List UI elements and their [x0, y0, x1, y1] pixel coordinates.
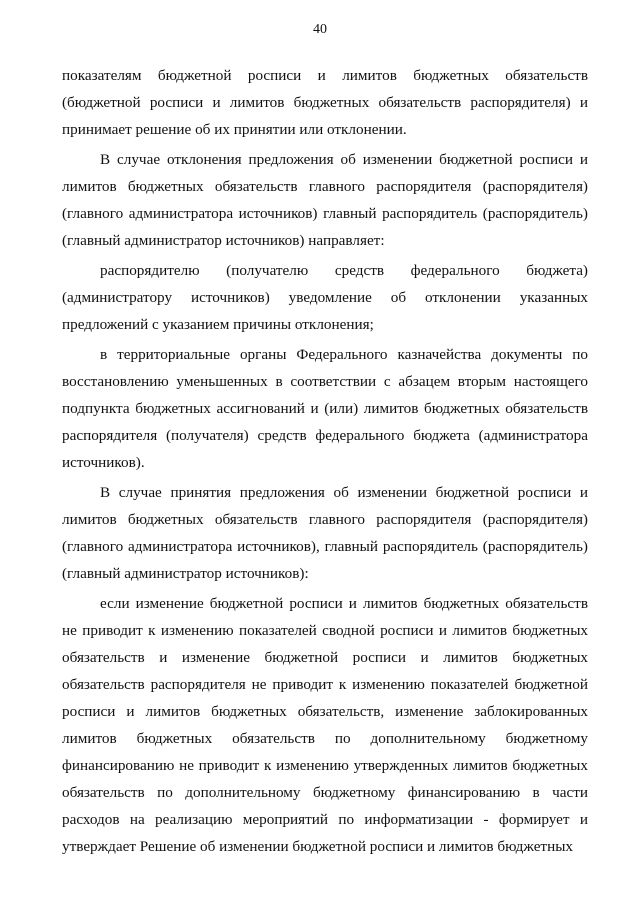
- paragraph-treasury-documents: в территориальные органы Федерального казначейства документы по восстановлению уменьшенных в соответствии с абзацем вторым настоящего подпункта бюджетных ассигнований и (или) лимитов бюджетных обязательств распорядителя (получателя) средств федерального бюджета (администратора источников).: [62, 346, 588, 471]
- paragraph-rejection-case: В случае отклонения предложения об изменении бюджетной росписи и лимитов бюджетных обязательств главного распорядителя (распорядителя) (главного администратора источников) главный распорядитель (распорядитель) (главный администратор источников) направляет:: [62, 151, 588, 249]
- paragraph-continuation: показателям бюджетной росписи и лимитов бюджетных обязательств (бюджетной росписи и лимитов бюджетных обязательств распорядителя) и принимает решение об их принятии или отклонении.: [62, 67, 588, 138]
- paragraph-notice-to-recipient: распорядителю (получателю средств федерального бюджета) (администратору источников) уведомление об отклонении указанных предложений с указанием причины отклонения;: [62, 262, 588, 333]
- page-number: 40: [313, 22, 327, 37]
- paragraph-acceptance-case: В случае принятия предложения об изменении бюджетной росписи и лимитов бюджетных обязательств главного распорядителя (распорядителя) (главного администратора источников), главный распорядитель (распорядитель) (главный администратор источников):: [62, 484, 588, 582]
- paragraph-no-change-condition: если изменение бюджетной росписи и лимитов бюджетных обязательств не приводит к изменению показателей сводной росписи и лимитов бюджетных обязательств и изменение бюджетной росписи и лимитов бюджетных обязательств распорядителя не приводит к изменению показателей бюджетной росписи и лимитов бюджетных обязательств, изменение заблокированных лимитов бюджетных обязательств по дополнительному бюджетному финансированию не приводит к изменению утвержденных лимитов бюджетных обязательств по дополнительному бюджетному финансированию в части расходов на реализацию мероприятий по информатизации - формирует и утверждает Решение об изменении бюджетной росписи и лимитов бюджетных: [62, 595, 588, 855]
- document-body: [62, 62, 588, 860]
